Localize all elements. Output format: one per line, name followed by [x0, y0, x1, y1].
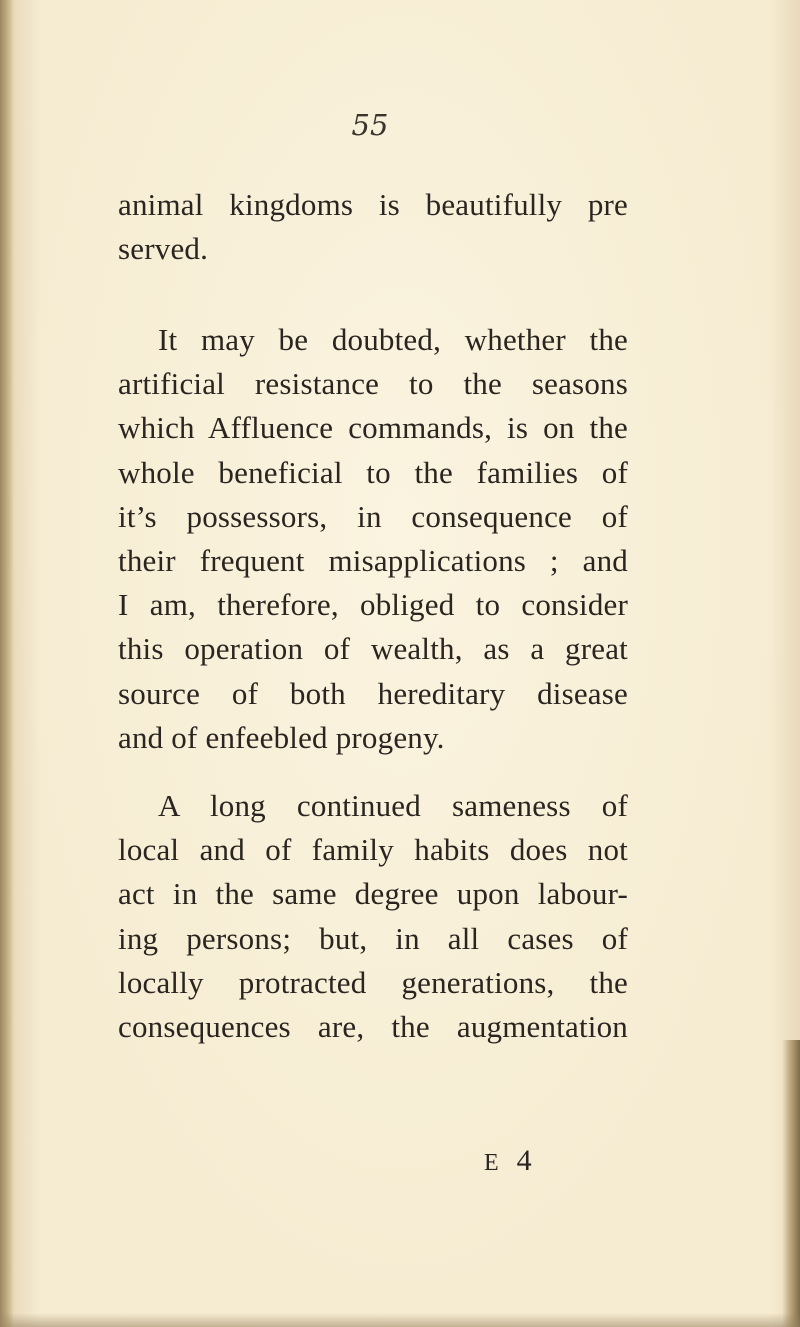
text-line: act in the same degree upon labour- [118, 876, 628, 912]
signature-mark [484, 1144, 538, 1178]
paragraph-1 [118, 183, 628, 271]
text-line: it’s possessors, in consequence of [118, 498, 628, 534]
text-line: animal kingdoms is beautifully pre [118, 187, 628, 222]
page-fore-edge [782, 1040, 800, 1327]
text-line: It may be doubted, whether the [158, 322, 628, 357]
text-line: whole beneficial to the families of [118, 454, 628, 490]
text-line: locally protracted generations, the [118, 964, 628, 1000]
signature-letter: E [484, 1150, 505, 1176]
text-line: this operation of wealth, as a great [118, 631, 628, 667]
text-line: consequences are, the augmentation [118, 1009, 628, 1045]
text-line: A long continued sameness of [158, 788, 628, 823]
text-line: source of both hereditary disease [118, 675, 628, 711]
text-line: local and of family habits does not [118, 832, 628, 868]
text-line: ing persons; but, in all cases of [118, 920, 628, 956]
paragraph-3 [118, 784, 628, 1049]
text-line: which Affluence commands, is on the [118, 410, 628, 446]
signature-number: 4 [516, 1144, 538, 1177]
text-line: artificial resistance to the seasons [118, 366, 628, 402]
page-number: 55 [351, 108, 389, 142]
paragraph-2 [118, 318, 628, 760]
page-bottom-edge [0, 1313, 800, 1327]
text-line: their frequent misapplications ; and [118, 543, 628, 579]
text-line: and of enfeebled progeny. [118, 719, 445, 755]
text-line: I am, therefore, obliged to consider [118, 587, 628, 623]
text-line: served. [118, 231, 209, 267]
page-gutter-edge [0, 0, 14, 1327]
